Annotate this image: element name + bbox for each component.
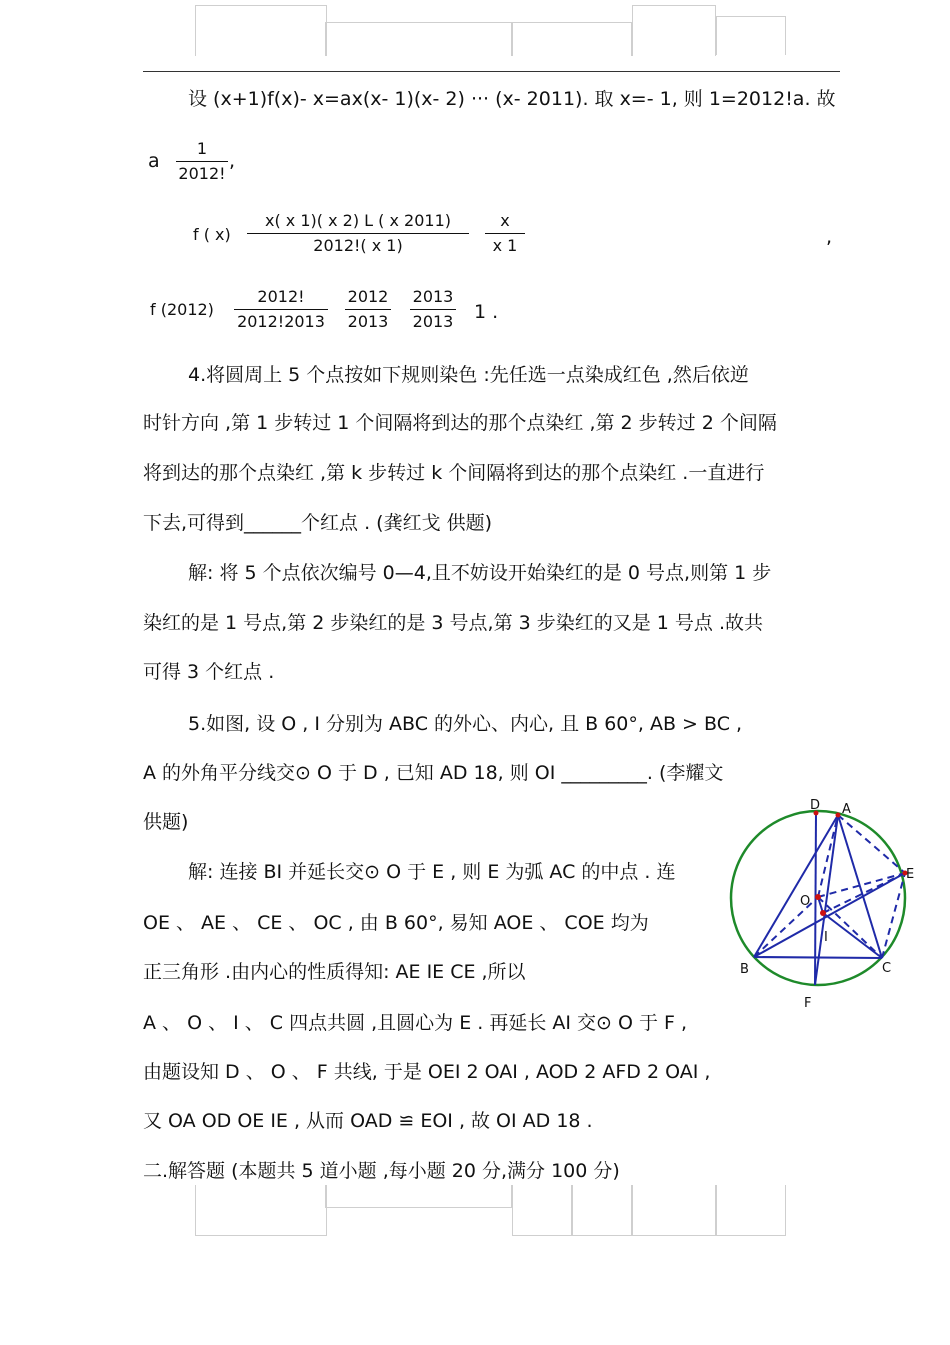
solution-5-line: OE 、 AE 、 CE 、 OC , 由 B 60°, 易知 AOE 、 COE 均为 (143, 912, 649, 934)
fraction-denominator: 2012!2013 (237, 312, 325, 331)
footer-decoration (195, 1185, 327, 1236)
header-decoration (325, 22, 512, 56)
fraction-numerator: x (500, 211, 510, 230)
fraction-bar (234, 309, 328, 310)
punctuation: , (826, 226, 833, 248)
solution-5-line: 解: 连接 BI 并延长交⊙ O 于 E , 则 E 为弧 AC 的中点 . 连 (188, 861, 676, 883)
text-line: 设 (x+1)f(x)- x=ax(x- 1)(x- 2) ··· (x- 2011). 取 x=- 1, 则 1=2012!a. 故 (188, 88, 836, 110)
problem-4-line: 时针方向 ,第 1 步转过 1 个间隔将到达的那个点染红 ,第 2 步转过 2 个间隔 (143, 412, 777, 434)
fraction-bar (485, 233, 525, 234)
problem-5-line: 5.如图, 设 O , I 分别为 ABC 的外心、内心, 且 B 60°, AB > BC , (188, 713, 743, 735)
geometry-figure (720, 795, 920, 1010)
solution-5-line: 正三角形 .由内心的性质得知: AE IE CE ,所以 (143, 961, 526, 983)
fraction-numerator: 2012 (347, 287, 389, 306)
problem-4-line: 4.将圆周上 5 个点按如下规则染色 :先任选一点染成红色 ,然后依逆 (188, 364, 749, 386)
solution-5-line: A 、 O 、 I 、 C 四点共圆 ,且圆心为 E . 再延长 AI 交⊙ O 于 F , (143, 1012, 688, 1034)
solution-4-line: 可得 3 个红点 . (143, 661, 275, 683)
label-C: C (882, 961, 892, 976)
label-D: D (810, 798, 821, 813)
header-decoration (195, 5, 327, 56)
label-E: E (906, 867, 915, 882)
fraction (176, 140, 228, 183)
footer-decoration (632, 1185, 716, 1236)
footer-decoration (716, 1185, 786, 1236)
header-decoration (512, 22, 632, 56)
problem-5-line: 供题) (143, 811, 189, 833)
fraction (345, 288, 391, 331)
fraction (247, 212, 469, 255)
footer-decoration (572, 1185, 632, 1236)
fraction-denominator: 2013 (347, 312, 389, 331)
label-I: I (824, 930, 828, 945)
fraction (410, 288, 456, 331)
footer-decoration (325, 1185, 512, 1208)
fraction-denominator: 2012!( x 1) (313, 236, 403, 255)
problem-4-line: 下去,可得到______个红点 . (龚红戈 供题) (143, 512, 493, 534)
label-A: A (842, 802, 851, 817)
punctuation: , (229, 150, 236, 172)
solution-4-line: 解: 将 5 个点依次编号 0—4,且不妨设开始染红的是 0 号点,则第 1 步 (188, 562, 772, 584)
math-label: a (148, 150, 160, 172)
label-B: B (740, 962, 749, 977)
math-label: f (2012) (150, 300, 214, 319)
fraction-bar (176, 161, 228, 162)
label-O: O (800, 894, 811, 909)
solution-4-line: 染红的是 1 号点,第 2 步染红的是 3 号点,第 3 步染红的又是 1 号点 .故共 (143, 612, 763, 634)
label-F: F (804, 996, 812, 1010)
fraction-numerator: 1 (196, 139, 208, 158)
section-heading: 二.解答题 (本题共 5 道小题 ,每小题 20 分,满分 100 分) (143, 1160, 620, 1182)
segment-AE (838, 815, 905, 873)
problem-4-line: 将到达的那个点染红 ,第 k 步转过 k 个间隔将到达的那个点染红 .一直进行 (143, 462, 765, 484)
fraction (485, 212, 525, 255)
solution-5-line: 由题设知 D 、 O 、 F 共线, 于是 OEI 2 OAI , AOD 2 AFD 2 OAI , (143, 1061, 711, 1083)
fraction-denominator: 2012! (178, 164, 226, 183)
point-A (836, 813, 841, 818)
fraction-bar (410, 309, 456, 310)
point-O (815, 894, 821, 900)
segment-CE (882, 873, 905, 958)
math-label: f ( x) (193, 225, 231, 244)
segment-BE (754, 873, 905, 957)
point-I (820, 910, 826, 916)
header-decoration (632, 5, 716, 56)
fraction-bar (345, 309, 391, 310)
segment-IC (823, 913, 882, 958)
header-decoration (716, 16, 786, 55)
header-rule (143, 71, 840, 72)
solution-5-line: 又 OA OD OE IE , 从而 OAD ≌ EOI , 故 OI AD 18 . (143, 1110, 593, 1132)
math-text: 1 . (474, 301, 499, 323)
fraction-numerator: 2013 (412, 287, 454, 306)
problem-5-line: A 的外角平分线交⊙ O 于 D , 已知 AD 18, 则 OI _________. (李耀文 (143, 762, 724, 784)
fraction-denominator: 2013 (412, 312, 454, 331)
fraction (234, 288, 328, 331)
fraction-bar (247, 233, 469, 234)
fraction-numerator: 2012! (257, 287, 305, 306)
segment-AC (838, 815, 882, 958)
fraction-denominator: x 1 (492, 236, 518, 255)
footer-decoration (512, 1185, 572, 1236)
fraction-numerator: x( x 1)( x 2) L ( x 2011) (264, 211, 451, 230)
